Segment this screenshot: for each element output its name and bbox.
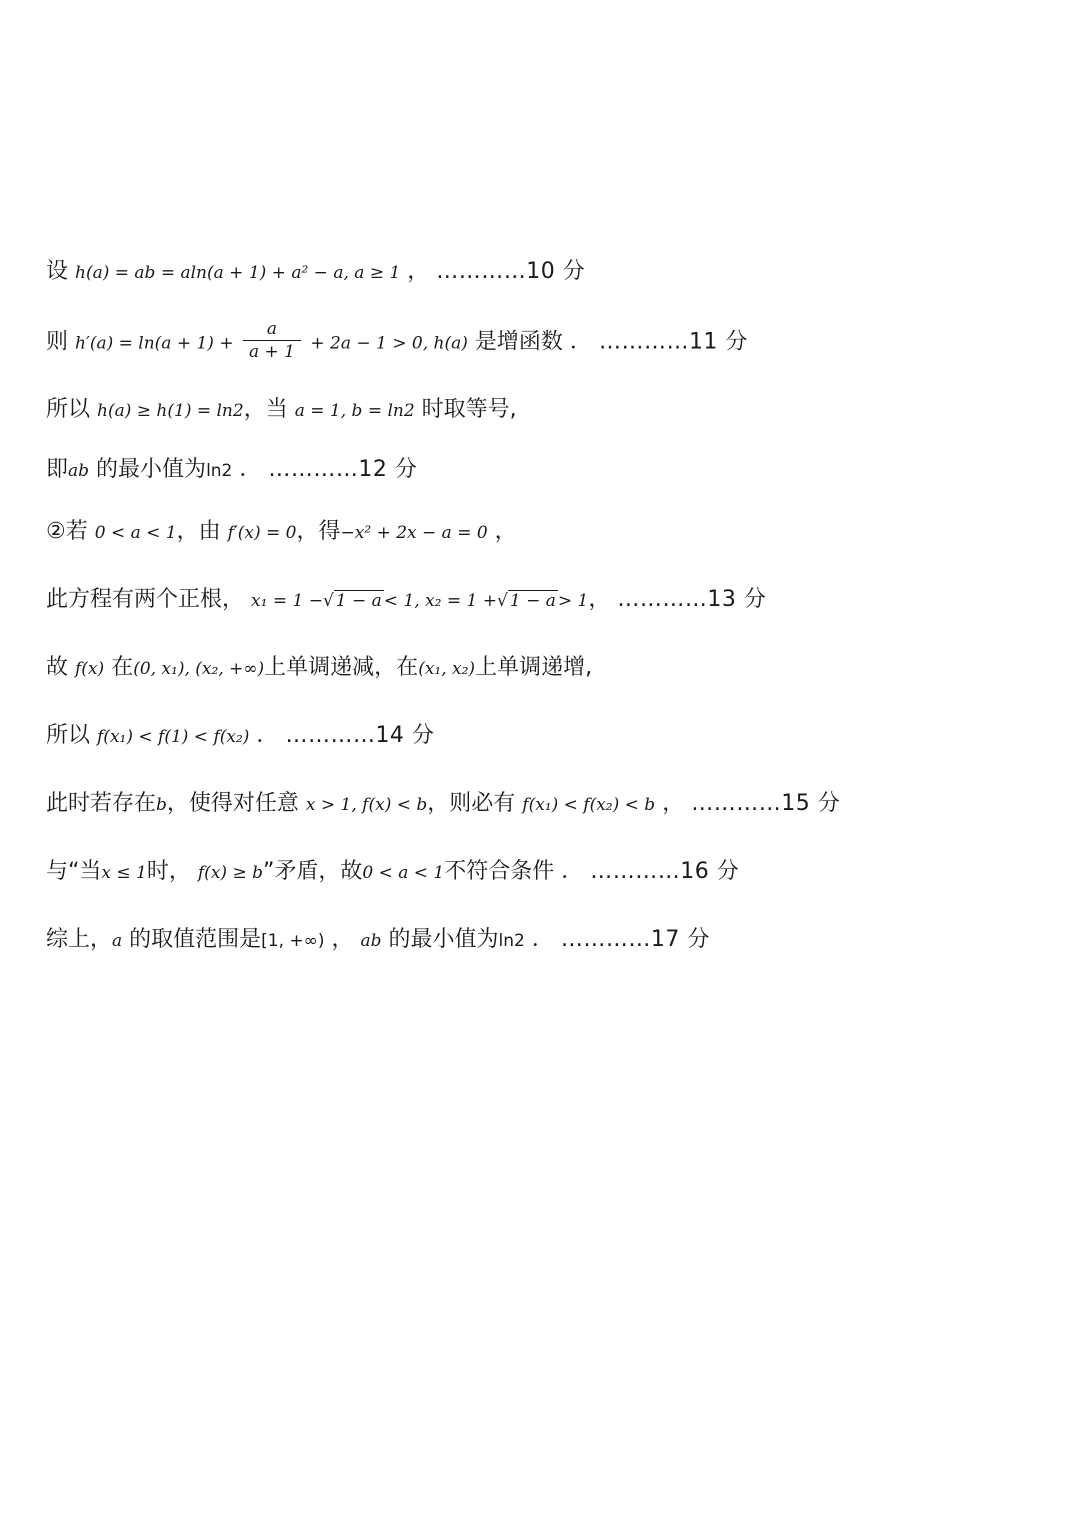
line-text: 的最小值为	[388, 927, 499, 952]
math-expression: ln2	[498, 931, 525, 951]
math-expression: f(x)	[75, 659, 105, 679]
math-expression: < 1, x₂ = 1 +	[383, 591, 497, 611]
score-label: 13 分	[707, 587, 767, 612]
score-label: 14 分	[375, 723, 435, 748]
math-expression: x ≤ 1	[101, 863, 147, 883]
math-expression: ln2	[206, 461, 233, 481]
score-label: 11 分	[688, 329, 748, 355]
math-expression: f(x₁) < f(1) < f(x₂)	[97, 727, 250, 747]
math-expression: x₁ = 1 −	[251, 591, 323, 611]
line-prefix: 此时若存在	[46, 791, 157, 816]
leader-dots: …………	[598, 329, 689, 355]
line-text: 的取值范围是	[129, 927, 262, 952]
solution-line-monotonic	[46, 648, 592, 688]
line-text: 上单调递减，在	[264, 655, 419, 680]
line-text: 时取等号,	[421, 397, 517, 422]
line-prefix: 与“当	[46, 859, 102, 884]
math-expression: f(x) ≥ b	[197, 863, 263, 883]
solution-line-16	[46, 852, 739, 892]
leader-dots: …………	[285, 723, 376, 748]
math-expression: (x₁, x₂)	[418, 659, 476, 679]
square-root: √ 1 − a	[497, 591, 556, 611]
separator: ，	[494, 519, 517, 544]
math-expression: x > 1, f(x) < b	[305, 795, 428, 815]
line-text: ，当	[243, 397, 288, 422]
solution-line-equality	[46, 390, 517, 430]
line-text: ，	[331, 927, 354, 952]
line-prefix: 此方程有两个正根，	[46, 587, 245, 612]
radicand: 1 − a	[335, 591, 382, 611]
line-text: ，则必有	[427, 791, 516, 816]
line-prefix: 所以	[46, 723, 91, 748]
separator: ．	[561, 859, 584, 884]
math-expression: b	[156, 795, 167, 815]
math-expression: f(x₁) < f(x₂) < b	[522, 795, 656, 815]
math-expression: a	[112, 931, 123, 951]
solution-line-case2	[46, 512, 517, 552]
leader-dots: …………	[560, 927, 651, 952]
math-expression: h(a) ≥ h(1) = ln2	[97, 401, 244, 421]
score-label: 17 分	[650, 927, 710, 952]
line-prefix: 综上，	[46, 927, 113, 952]
line-text: 不符合条件	[444, 859, 555, 884]
leader-dots: …………	[268, 457, 359, 482]
score-label: 15 分	[781, 791, 841, 816]
line-prefix: ②若	[46, 519, 88, 544]
solution-line-14	[46, 716, 434, 756]
fraction-numerator: a	[243, 318, 301, 341]
line-text: ，得	[296, 519, 341, 544]
solution-line-11	[46, 320, 748, 370]
separator: ，	[662, 791, 685, 816]
separator: ．	[569, 329, 592, 355]
line-text: ，使得对任意	[166, 791, 299, 816]
score-label: 10 分	[526, 259, 586, 284]
line-text: ”矛盾，故	[262, 859, 363, 884]
math-expression: h′(a) = ln(a + 1) +	[75, 333, 239, 354]
math-expression: a = 1, b = ln2	[294, 401, 415, 421]
leader-dots: …………	[691, 791, 782, 816]
line-text: 在	[111, 655, 134, 680]
square-root: √ 1 − a	[322, 591, 382, 611]
fraction-denominator: a + 1	[248, 342, 295, 362]
score-label: 12 分	[358, 457, 418, 482]
math-expression: ab	[68, 461, 90, 481]
math-expression: 0 < a < 1	[362, 863, 445, 883]
math-expression: −x² + 2x − a = 0	[340, 523, 488, 543]
math-expression: + 2a − 1 > 0, h(a)	[305, 333, 468, 354]
line-text: 的最小值为	[96, 457, 207, 482]
math-expression: h(a) = ab = aln(a + 1) + a² − a, a ≥ 1	[75, 263, 401, 283]
line-prefix: 设	[46, 259, 69, 284]
solution-line-13	[46, 580, 766, 620]
math-expression: (0, x₁), (x₂, +∞)	[133, 659, 265, 679]
math-expression: > 1	[557, 591, 589, 611]
line-prefix: 所以	[46, 397, 91, 422]
math-expression: [1, +∞)	[261, 931, 325, 951]
line-prefix: 即	[46, 457, 69, 482]
line-prefix: 故	[46, 655, 69, 680]
line-text: ，由	[176, 519, 221, 544]
leader-dots: …………	[617, 587, 708, 612]
fraction	[243, 318, 301, 363]
separator: ．	[239, 457, 262, 482]
separator: ，	[588, 587, 611, 612]
leader-dots: …………	[590, 859, 681, 884]
line-text: 时，	[146, 859, 191, 884]
math-expression: f′(x) = 0	[227, 523, 297, 543]
separator: ．	[531, 927, 554, 952]
solution-line-17	[46, 920, 710, 960]
solution-line-10	[46, 252, 585, 292]
separator: ．	[256, 723, 279, 748]
leader-dots: …………	[436, 259, 527, 284]
radicand: 1 − a	[509, 591, 556, 611]
solution-line-15	[46, 784, 840, 824]
math-expression: ab	[360, 931, 382, 951]
line-prefix: 则	[46, 329, 69, 355]
solution-line-12	[46, 450, 417, 490]
line-text: 上单调递增,	[475, 655, 593, 680]
math-expression: 0 < a < 1	[94, 523, 177, 543]
separator: ，	[407, 259, 430, 284]
line-text: 是增函数	[474, 329, 563, 355]
score-label: 16 分	[680, 859, 740, 884]
